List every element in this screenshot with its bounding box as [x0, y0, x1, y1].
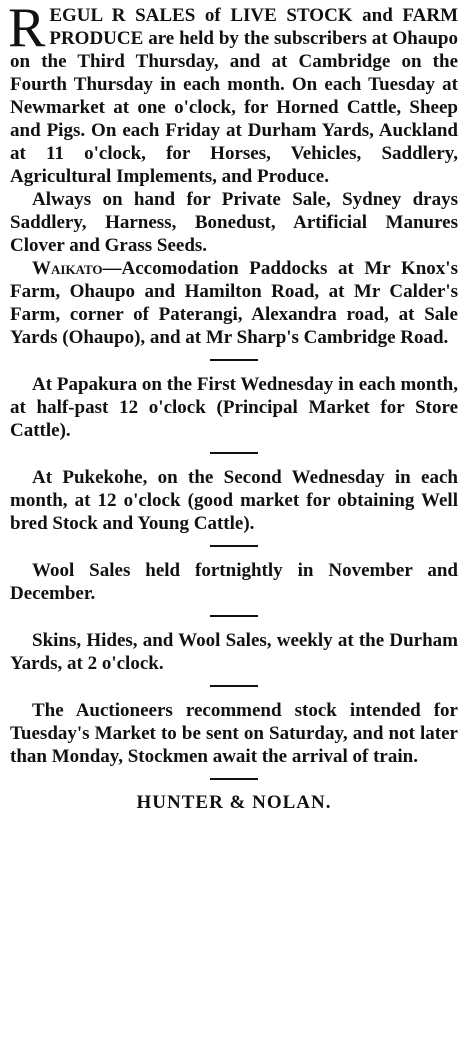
advert-paragraph-wool-sales: Wool Sales held fortnightly in November and December. — [10, 560, 458, 604]
advert-paragraph-pukekohe: At Pukekohe, on the Second Wednesday in each month, at 12 o'clock (good market for obtaining Well bred Stock and Young Cattle). — [10, 467, 458, 534]
section-divider — [210, 778, 258, 780]
section-divider — [210, 452, 258, 454]
waikato-text: —Accomodation Paddocks at Mr Knox's Farm, Ohaupo and Hamilton Road, at Mr Calder's Farm, corner of Paterangi, Alexandra road, at Sale Yards (Ohaupo), and at Mr Sharp's Cambridge Road. — [10, 258, 458, 348]
section-divider — [210, 615, 258, 617]
advert-paragraph-recommendation: The Auctioneers recommend stock intended for Tuesday's Market to be sent on Saturday, and not later than Monday, Stockmen await the arrival of train. — [10, 700, 458, 767]
drop-cap: R — [8, 0, 46, 59]
waikato-heading: Waikato — [32, 258, 103, 279]
section-divider — [210, 359, 258, 361]
advert-paragraph-intro — [8, 0, 458, 188]
advert-paragraph-waikato — [10, 257, 458, 349]
section-divider — [210, 545, 258, 547]
section-divider — [210, 685, 258, 687]
intro-text: EGUL R SALES of LIVE STOCK and FARM PRODUCE are held by the subscribers at Ohaupo on the Third Thursday, and at Cambridge on the Fourth Thursday in each month. On each Tuesday at Newmarket at one o'clock, for Horned Cattle, Sheep and Pigs. On each Friday at Durham Yards, Auckland at 11 o'clock, for Horses, Vehicles, Saddlery, Agricultural Implements, and Produce. — [10, 5, 458, 187]
advert-paragraph-papakura: At Papakura on the First Wednesday in each month, at half-past 12 o'clock (Principal Market for Store Cattle). — [10, 374, 458, 441]
advert-paragraph-skins-hides: Skins, Hides, and Wool Sales, weekly at the Durham Yards, at 2 o'clock. — [10, 630, 458, 674]
advert-paragraph-private-sale: Always on hand for Private Sale, Sydney drays Saddlery, Harness, Bonedust, Artificial Manures Clover and Grass Seeds. — [10, 189, 458, 256]
signature: HUNTER & NOLAN. — [136, 792, 332, 813]
